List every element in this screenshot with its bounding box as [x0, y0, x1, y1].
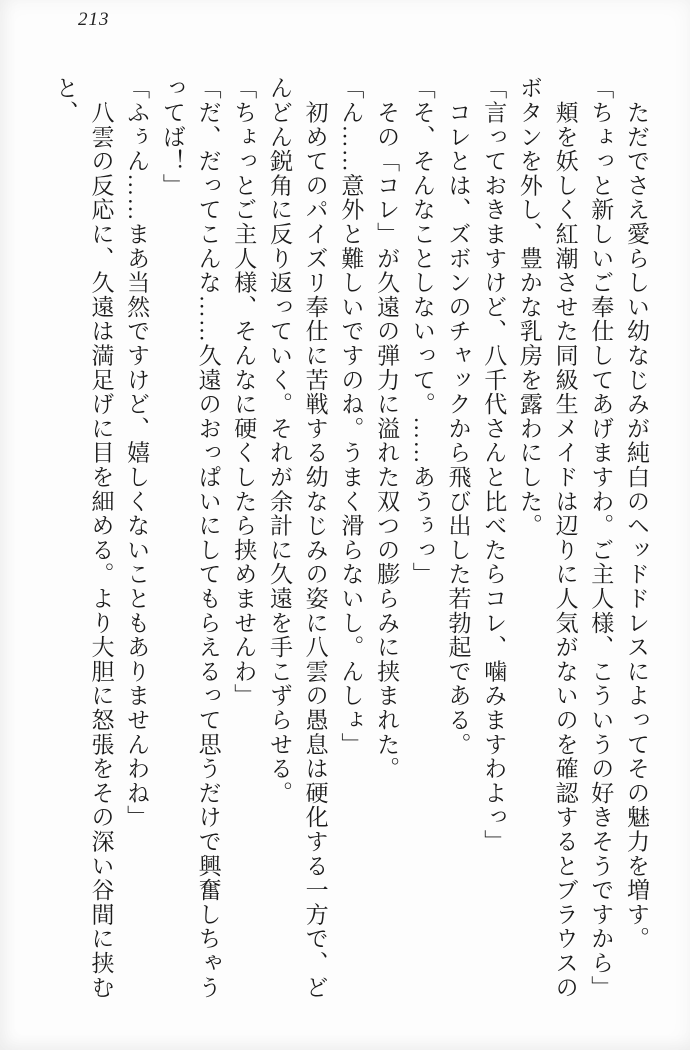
vertical-text-block — [47, 76, 654, 1021]
text-line-7: 「そ、そんなことしないって。……あうぅっ」 — [409, 76, 435, 587]
text-line-15: 「ふぅん……まあ当然ですけど、嬉しくないこともありませんわね」 — [124, 76, 150, 830]
text-line-16: 八雲の反応に、久遠は満足げに目を細める。より大胆に怒張をその深い谷間に挟む — [88, 76, 114, 1000]
text-line-13: 「だ、だってこんな……久遠のおっぱいにしてもらえるって思うだけで興奮しちゃう — [195, 76, 221, 1000]
text-line-3: 頬を妖しく紅潮させた同級生メイドは辺りに人気がないのを確認するとブラウスの — [552, 76, 578, 1000]
text-line-11: んどん鋭角に反り返っていく。それが余計に久遠を手こずらせる。 — [266, 76, 292, 805]
text-line-8: その「コレ」が久遠の弾力に溢れた双つの膨らみに挟まれた。 — [374, 76, 400, 781]
text-line-6: コレとは、ズボンのチャックから飛び出した若勃起である。 — [445, 76, 471, 757]
text-line-4: ボタンを外し、豊かな乳房を露わにした。 — [516, 76, 542, 538]
text-line-5: 「言っておきますけど、八千代さんと比べたらコレ、噛みますわよっ」 — [481, 76, 507, 854]
text-line-14: ってば！」 — [159, 76, 185, 198]
text-line-1: ただでさえ愛らしい幼なじみが純白のヘッドドレスによってその魅力を増す。 — [624, 76, 649, 951]
text-line-12: 「ちょっとご主人様、そんなに硬くしたら挟めませんわ」 — [231, 76, 257, 708]
text-line-10: 初めてのパイズリ奉仕に苦戦する幼なじみの姿に八雲の愚息は硬化する一方で、ど — [302, 76, 328, 1000]
text-line-9: 「ん……意外と難しいですのね。うまく滑らないし。んしょ」 — [338, 76, 364, 757]
page-number: 213 — [78, 9, 110, 30]
text-line-17: と、 — [52, 76, 78, 125]
text-line-2: 「ちょっと新しいご奉仕してあげますわ。ご主人様、こういうの好きそうですから」 — [588, 76, 614, 1000]
